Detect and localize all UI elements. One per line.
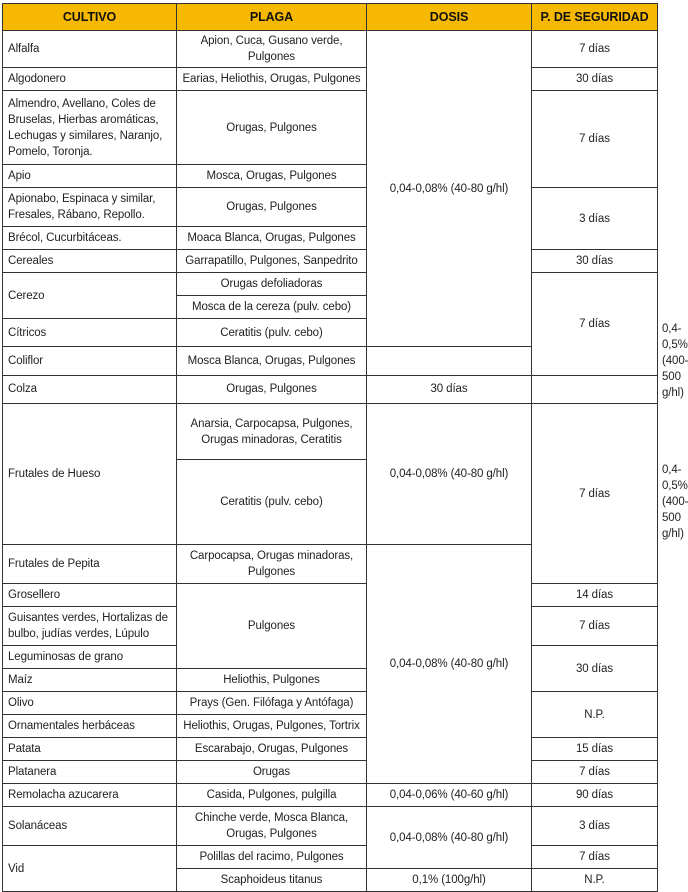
seguridad-cell: 7 días	[532, 31, 658, 68]
table-row	[3, 375, 658, 403]
seguridad-cell: 15 días	[532, 738, 658, 761]
plaga-cell: Mosca Blanca, Orugas, Pulgones	[177, 347, 367, 375]
table-row	[3, 68, 658, 91]
table-row	[3, 404, 658, 460]
plaga-cell: Mosca de la cereza (pulv. cebo)	[177, 296, 367, 319]
cultivo-cell: Apionabo, Espinaca y similar, Fresales, Rábano, Repollo.	[3, 188, 177, 227]
seguridad-cell: 30 días	[367, 375, 532, 403]
seguridad-cell: 3 días	[532, 807, 658, 846]
table-row	[3, 273, 658, 296]
table-row	[3, 250, 658, 273]
seguridad-cell: 7 días	[532, 846, 658, 869]
header-plaga: PLAGA	[177, 4, 367, 31]
plaga-cell: Orugas, Pulgones	[177, 375, 367, 403]
plaga-cell: Polillas del racimo, Pulgones	[177, 846, 367, 869]
header-row	[3, 4, 658, 31]
plaga-cell: Carpocapsa, Orugas minadoras, Pulgones	[177, 545, 367, 584]
table-row	[3, 188, 658, 227]
plaga-cell: Heliothis, Orugas, Pulgones, Tortrix	[177, 715, 367, 738]
cultivo-cell: Alfalfa	[3, 31, 177, 68]
dosis-cell: 0,04-0,08% (40-80 g/hl)	[367, 545, 532, 784]
seguridad-cell: 90 días	[532, 784, 658, 807]
cultivo-cell: Almendro, Avellano, Coles de Bruselas, Hierbas aromáticas, Lechugas y similares, Naranjo, Pomelo, Toronja.	[3, 91, 177, 165]
seguridad-cell: 30 días	[532, 646, 658, 692]
plaga-cell: Anarsia, Carpocapsa, Pulgones, Orugas minadoras, Ceratitis	[177, 404, 367, 460]
plaga-cell: Orugas, Pulgones	[177, 188, 367, 227]
plaga-cell: Mosca, Orugas, Pulgones	[177, 165, 367, 188]
cultivo-cell: Apio	[3, 165, 177, 188]
table-row: Cítricos Ceratitis (pulv. cebo) 0,4-0,5% (400-500 g/hl)	[3, 319, 658, 347]
table-row	[3, 31, 658, 68]
cultivo-cell: Vid	[3, 846, 177, 892]
table-row	[3, 584, 658, 607]
cultivo-cell: Cítricos	[3, 319, 177, 347]
seguridad-cell: 30 días	[532, 250, 658, 273]
cultivo-cell: Maíz	[3, 669, 177, 692]
plaga-cell: Pulgones	[177, 584, 367, 669]
cultivo-cell: Brécol, Cucurbitáceas.	[3, 227, 177, 250]
cultivo-cell: Frutales de Pepita	[3, 545, 177, 584]
plaga-cell: Orugas, Pulgones	[177, 91, 367, 165]
seguridad-cell: 3 días	[532, 188, 658, 250]
cultivo-cell: Coliflor	[3, 347, 177, 375]
seguridad-cell: 7 días	[532, 761, 658, 784]
table-row	[3, 807, 658, 846]
cultivo-cell: Grosellero	[3, 584, 177, 607]
cultivo-cell: Ornamentales herbáceas	[3, 715, 177, 738]
plaga-cell: Moaca Blanca, Orugas, Pulgones	[177, 227, 367, 250]
dosis-cell: 0,1% (100g/hl)	[367, 869, 532, 892]
dosis-cell: 0,04-0,08% (40-80 g/hl)	[367, 404, 532, 545]
plaga-cell: Escarabajo, Orugas, Pulgones	[177, 738, 367, 761]
table-row	[3, 738, 658, 761]
plaga-cell: Scaphoideus titanus	[177, 869, 367, 892]
plaga-cell: Apion, Cuca, Gusano verde, Pulgones	[177, 31, 367, 68]
cultivo-cell: Colza	[3, 375, 177, 403]
table-row	[3, 91, 658, 165]
seguridad-cell: 30 días	[532, 68, 658, 91]
plaga-cell: Prays (Gen. Filófaga y Antófaga)	[177, 692, 367, 715]
cultivo-cell: Algodonero	[3, 68, 177, 91]
plaga-cell: Earias, Heliothis, Orugas, Pulgones	[177, 68, 367, 91]
seguridad-cell: N.P.	[532, 692, 658, 738]
plaga-cell: Ceratitis (pulv. cebo)	[177, 460, 367, 545]
header-dosis: DOSIS	[367, 4, 532, 31]
dosis-cell: 0,04-0,08% (40-80 g/hl)	[367, 807, 532, 869]
plaga-cell: Ceratitis (pulv. cebo)	[177, 319, 367, 347]
seguridad-cell: N.P.	[532, 869, 658, 892]
cultivo-cell: Leguminosas de grano	[3, 646, 177, 669]
dosis-cell: 0,04-0,08% (40-80 g/hl)	[367, 31, 532, 347]
table-row	[3, 784, 658, 807]
cultivo-cell: Platanera	[3, 761, 177, 784]
plaga-cell: Heliothis, Pulgones	[177, 669, 367, 692]
seguridad-cell: 7 días	[532, 91, 658, 188]
header-seguridad: P. DE SEGURIDAD	[532, 4, 658, 31]
table-row: Ceratitis (pulv. cebo) 0,4-0,5% (400-500 g/hl)	[3, 460, 658, 545]
pesticide-table	[2, 3, 688, 892]
seguridad-cell: 7 días	[532, 273, 658, 376]
cultivo-cell: Remolacha azucarera	[3, 784, 177, 807]
plaga-cell: Orugas	[177, 761, 367, 784]
dosis-cell: 0,04-0,06% (40-60 g/hl)	[367, 784, 532, 807]
table-row	[3, 761, 658, 784]
seguridad-cell: 14 días	[532, 584, 658, 607]
seguridad-cell: 7 días	[532, 404, 658, 584]
cultivo-cell: Frutales de Hueso	[3, 404, 177, 545]
cultivo-cell: Cereales	[3, 250, 177, 273]
table-row	[3, 846, 658, 869]
table-row	[3, 692, 658, 715]
plaga-cell: Chinche verde, Mosca Blanca, Orugas, Pulgones	[177, 807, 367, 846]
plaga-cell: Casida, Pulgones, pulgilla	[177, 784, 367, 807]
cultivo-cell: Solanáceas	[3, 807, 177, 846]
cultivo-cell: Cerezo	[3, 273, 177, 319]
header-cultivo: CULTIVO	[3, 4, 177, 31]
plaga-cell: Orugas defoliadoras	[177, 273, 367, 296]
plaga-cell: Garrapatillo, Pulgones, Sanpedrito	[177, 250, 367, 273]
cultivo-cell: Patata	[3, 738, 177, 761]
cultivo-cell: Guisantes verdes, Hortalizas de bulbo, judías verdes, Lúpulo	[3, 607, 177, 646]
seguridad-cell: 7 días	[532, 607, 658, 646]
cultivo-cell: Olivo	[3, 692, 177, 715]
